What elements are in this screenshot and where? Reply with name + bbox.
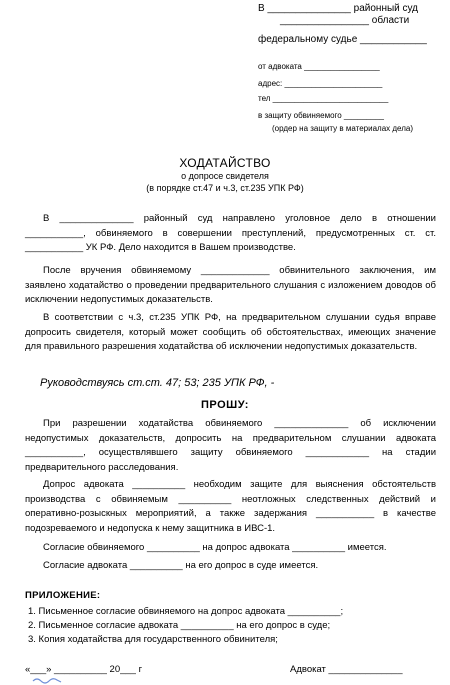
paragraph-case: В ______________ районный суд направлено уголовное дело в отношении ___________, обвиняемого в совершении преступлений, предусмотренных ст. ст. ___________ УК РФ. Дело находится в Вашем производстве. [25, 213, 436, 253]
document-subject: о допросе свидетеля [181, 171, 269, 181]
signature-line: Адвокат ______________ [290, 664, 403, 675]
judge-line: федеральному судье ____________ [258, 34, 427, 45]
lawyer-line: от адвоката _________________ [258, 62, 380, 71]
appendix-item: 1. Письменное согласие обвиняемого на допрос адвоката __________; [28, 606, 344, 617]
phone-line: тел __________________________ [258, 94, 389, 103]
paragraph-law: В соответствии с ч.3, ст.235 УПК РФ, на предварительном слушании судья вправе допросить свидетеля, который может сообщить об обстоятельствах, имеющих значение для правильного разрешения ходатайства об исключении недопустимых доказательств. [25, 312, 436, 352]
defense-line: в защиту обвиняемого _________ [258, 111, 384, 120]
warrant-note: (ордер на защиту в материалах дела) [272, 124, 414, 133]
date-line: «___» __________ 20___ г [25, 664, 143, 675]
document-title: ХОДАТАЙСТВО [179, 156, 271, 170]
paragraph-request: При разрешении ходатайства обвиняемого ______________ об исключении недопустимых доказательств, допросить на предварительном слушании адвоката ___________, осуществлявшего защиту обвиняемого ____________ на стадии предварительного расследования. [25, 418, 436, 473]
guided-by-line: Руководствуясь ст.ст. 47; 53; 235 УПК РФ, - [40, 377, 275, 389]
stamp-scribble-icon [32, 676, 62, 684]
consent-defendant: Согласие обвиняемого __________ на допрос адвоката __________ имеется. [43, 542, 387, 553]
court-line: В _______________ районный суд [258, 3, 419, 14]
address-line: адрес: ______________________ [258, 79, 383, 88]
appendix-item: 3. Копия ходатайства для государственного обвинителя; [28, 634, 278, 645]
region-line: ________________ области [280, 15, 410, 26]
request-heading: ПРОШУ: [201, 399, 249, 411]
appendix-heading: ПРИЛОЖЕНИЕ: [25, 590, 101, 601]
document-basis: (в порядке ст.47 и ч.3, ст.235 УПК РФ) [146, 183, 304, 193]
paragraph-indictment: После вручения обвиняемому _____________ обвинительного заключения, им заявлено ходатайство о проведении предварительного слушания с изложением доводов об исключении недопустимых доказательств. [25, 265, 436, 305]
appendix-item: 2. Письменное согласие адвоката __________ на его допрос в суде; [28, 620, 331, 631]
consent-lawyer: Согласие адвоката __________ на его допрос в суде имеется. [43, 560, 319, 571]
paragraph-interrogation: Допрос адвоката __________ необходим защите для выяснения обстоятельств производства с обвиняемым __________ неотложных следственных действий и оперативно-розыскных мероприятий, а также задержания ___________ в качестве подозреваемого и недопуска к нему защитника в ИВС-1. [25, 479, 436, 534]
